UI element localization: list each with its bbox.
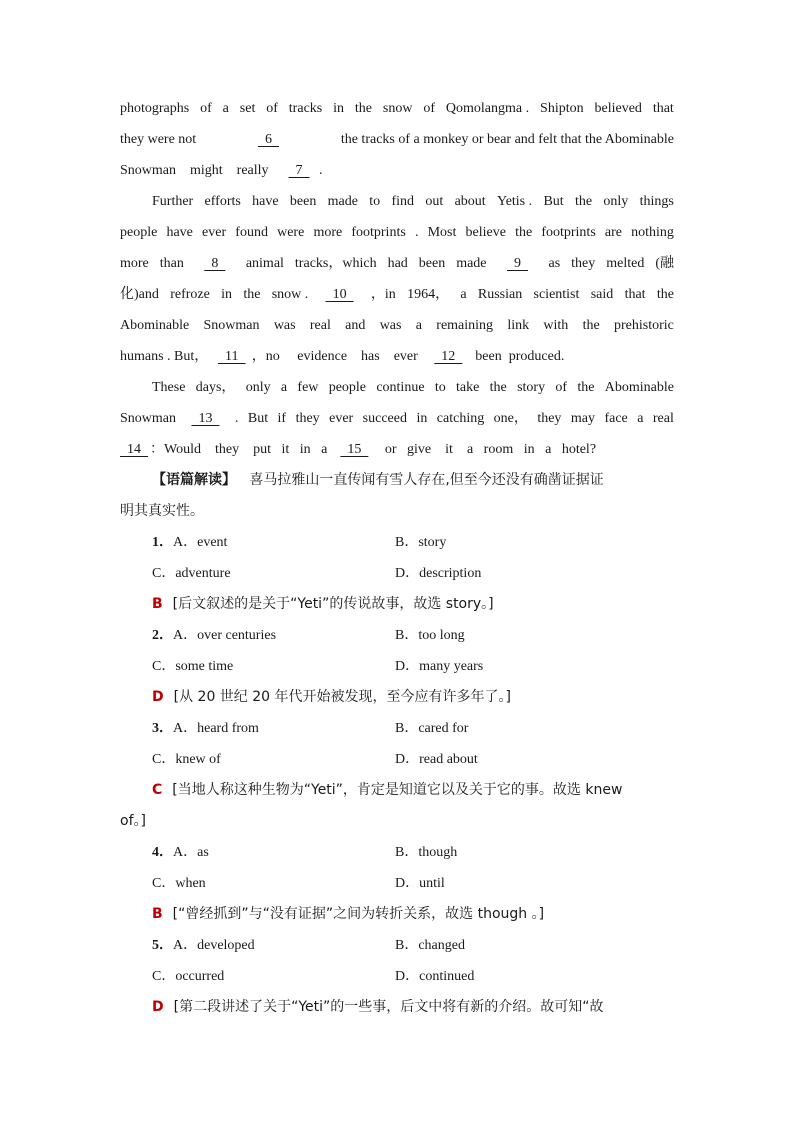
question-2-explanation: D [从 20 世纪 20 年代开始被发现，至今应有许多年了。] [152,689,511,705]
option-a: A．event [173,535,228,550]
question-5-options-cd [120,961,674,992]
analysis-text: 喜马拉雅山一直传闻有雪人存在,但至今还没有确凿证据证 [249,472,604,488]
passage-line: more than 8 animal tracks，which had been made 9 as they melted (融 [120,248,674,279]
option-c: C．some time [152,659,234,674]
question-1-options-ab: 1．A．event B．story [120,527,674,558]
option-a: A．developed [173,938,255,953]
option-c: C．when [152,876,206,891]
passage-line: Further efforts have been made to find out about Yetis . But the only things [152,194,674,209]
option-d: D．description [395,566,482,581]
answer-letter: B [152,906,163,922]
analysis-line: 明其真实性。 [120,503,204,519]
answer-letter: C [152,782,163,798]
question-4-options-cd [120,868,674,899]
option-d: D．continued [395,969,475,984]
question-5-options-ab: 5．A．developed B．changed [120,930,674,961]
blank-10: 10 [325,287,354,302]
blank-13: 13 [191,411,220,426]
blank-15: 15 [340,442,369,457]
option-a: A．heard from [173,721,259,736]
option-c: C．adventure [152,566,231,581]
option-a: A．over centuries [173,628,277,643]
passage-line: Snowman might really 7 . [120,155,674,186]
blank-9: 9 [507,256,528,271]
analysis-line [120,465,674,496]
passage-line: These days， only a few people continue to take the story of the Abominable [152,380,674,395]
question-1-options-cd [120,558,674,589]
option-b: B．cared for [395,721,469,736]
passage-line: 化)and refroze in the snow . 10 ，in 1964， a Russian scientist said that the [120,279,674,310]
analysis-label: 【语篇解读】 [152,472,236,488]
passage-line: Snowman 13 . But if they ever succeed in catching one， they may face a real [120,403,674,434]
option-d: D．read about [395,752,478,767]
question-1-explanation: B [后文叙述的是关于“Yeti”的传说故事，故选 story。] [152,596,494,612]
blank-8: 8 [204,256,226,271]
option-a: A．as [173,845,209,860]
blank-14: 14 [120,442,148,457]
option-b: B．changed [395,938,465,953]
question-3-explanation: C [当地人称这种生物为“Yeti”，肯定是知道它以及关于它的事。故选 knew [152,782,623,798]
question-3-options-cd [120,744,674,775]
passage-line: Abominable Snowman was real and was a remaining link with the prehistoric [120,318,674,333]
question-2-options-cd [120,651,674,682]
blank-7: 7 [288,163,310,178]
question-3-explanation-cont: of。] [120,813,146,829]
passage-line: they were not 6 the tracks of a monkey or bear and felt that the Abominable [120,124,674,155]
passage-line: 14 ：Would they put it in a 15 or give it a room in a hotel? [120,434,674,465]
document-page [120,93,674,1023]
blank-6: 6 [258,132,280,147]
answer-letter: B [152,596,163,612]
question-2-options-ab: 2．A．over centuries B．too long [120,620,674,651]
question-4-options-ab: 4．A．as B．though [120,837,674,868]
option-c: C．knew of [152,752,221,767]
blank-11: 11 [218,349,246,364]
passage-line: people have ever found were more footprints . Most believe the footprints are nothing [120,225,674,240]
passage-line: humans . But， 11 ，no evidence has ever 12 been produced. [120,341,674,372]
answer-letter: D [152,689,164,705]
question-4-explanation: B [“曾经抓到”与“没有证据”之间为转折关系，故选 though 。] [152,906,545,922]
option-b: B．though [395,845,458,860]
option-d: D．many years [395,659,484,674]
passage-line: photographs of a set of tracks in the snow of Qomolangma . Shipton believed that [120,101,674,116]
question-3-options-ab: 3．A．heard from B．cared for [120,713,674,744]
question-5-explanation: D [第二段讲述了关于“Yeti”的一些事，后文中将有新的介绍。故可知“故 [152,999,604,1015]
blank-12: 12 [434,349,463,364]
answer-letter: D [152,999,164,1015]
option-b: B．too long [395,628,465,643]
option-d: D．until [395,876,445,891]
option-c: C．occurred [152,969,225,984]
option-b: B．story [395,535,447,550]
